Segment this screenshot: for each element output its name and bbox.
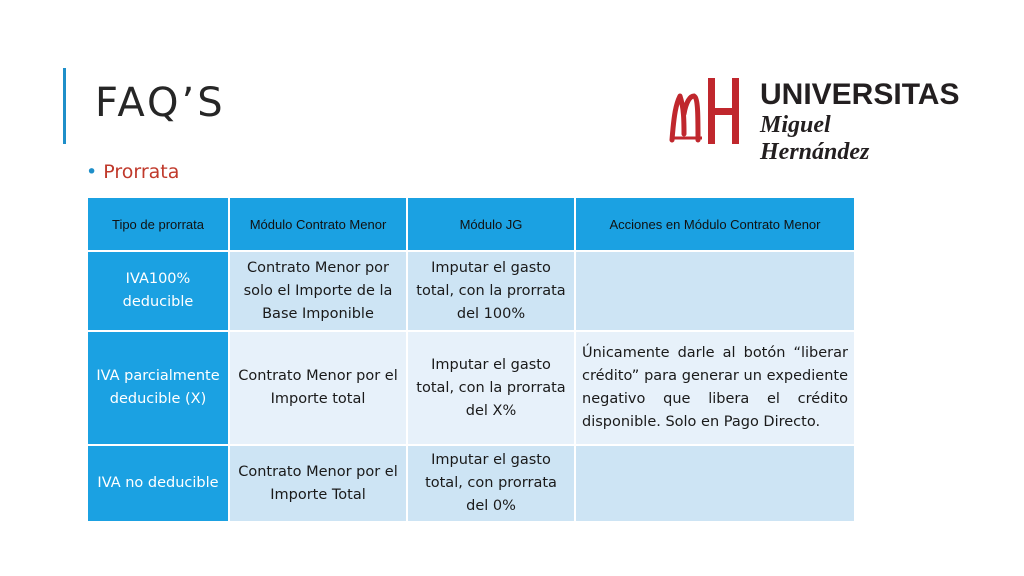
cell-tipo: IVA parcialmente deducible (X) <box>87 331 229 445</box>
cell-contrato-menor: Contrato Menor por el Importe Total <box>229 445 407 522</box>
cell-jg: Imputar el gasto total, con la prorrata del 100% <box>407 251 575 331</box>
logo-miguel-hernandez-text: Miguel Hernández <box>760 112 870 165</box>
header-modulo-jg: Módulo JG <box>407 197 575 251</box>
slide-title: FAQ’S <box>95 80 226 126</box>
cell-jg: Imputar el gasto total, con prorrata del 0% <box>407 445 575 522</box>
prorrata-table <box>86 196 856 523</box>
cell-acciones: Únicamente darle al botón “liberar crédito” para generar un expediente negativo que libera el crédito disponible. Solo en Pago Directo. <box>575 331 855 445</box>
table-row <box>87 445 855 522</box>
bullet-dot-icon: • <box>86 161 98 183</box>
logo-universitas-text: UNIVERSITAS <box>760 78 960 111</box>
header-acciones: Acciones en Módulo Contrato Menor <box>575 197 855 251</box>
cell-contrato-menor: Contrato Menor por el Importe total <box>229 331 407 445</box>
university-logo <box>668 74 960 165</box>
table-header-row <box>87 197 855 251</box>
bullet-text: Prorrata <box>103 161 180 183</box>
table-row <box>87 251 855 331</box>
cell-jg: Imputar el gasto total, con la prorrata del X% <box>407 331 575 445</box>
bullet-item <box>86 161 179 183</box>
title-accent-bar <box>63 68 66 144</box>
cell-tipo: IVA no deducible <box>87 445 229 522</box>
cell-acciones <box>575 445 855 522</box>
cell-acciones <box>575 251 855 331</box>
mh-logo-mark-icon <box>668 74 750 148</box>
cell-tipo: IVA100% deducible <box>87 251 229 331</box>
table-row <box>87 331 855 445</box>
header-modulo-contrato-menor: Módulo Contrato Menor <box>229 197 407 251</box>
header-tipo-prorrata: Tipo de prorrata <box>87 197 229 251</box>
cell-contrato-menor: Contrato Menor por solo el Importe de la Base Imponible <box>229 251 407 331</box>
